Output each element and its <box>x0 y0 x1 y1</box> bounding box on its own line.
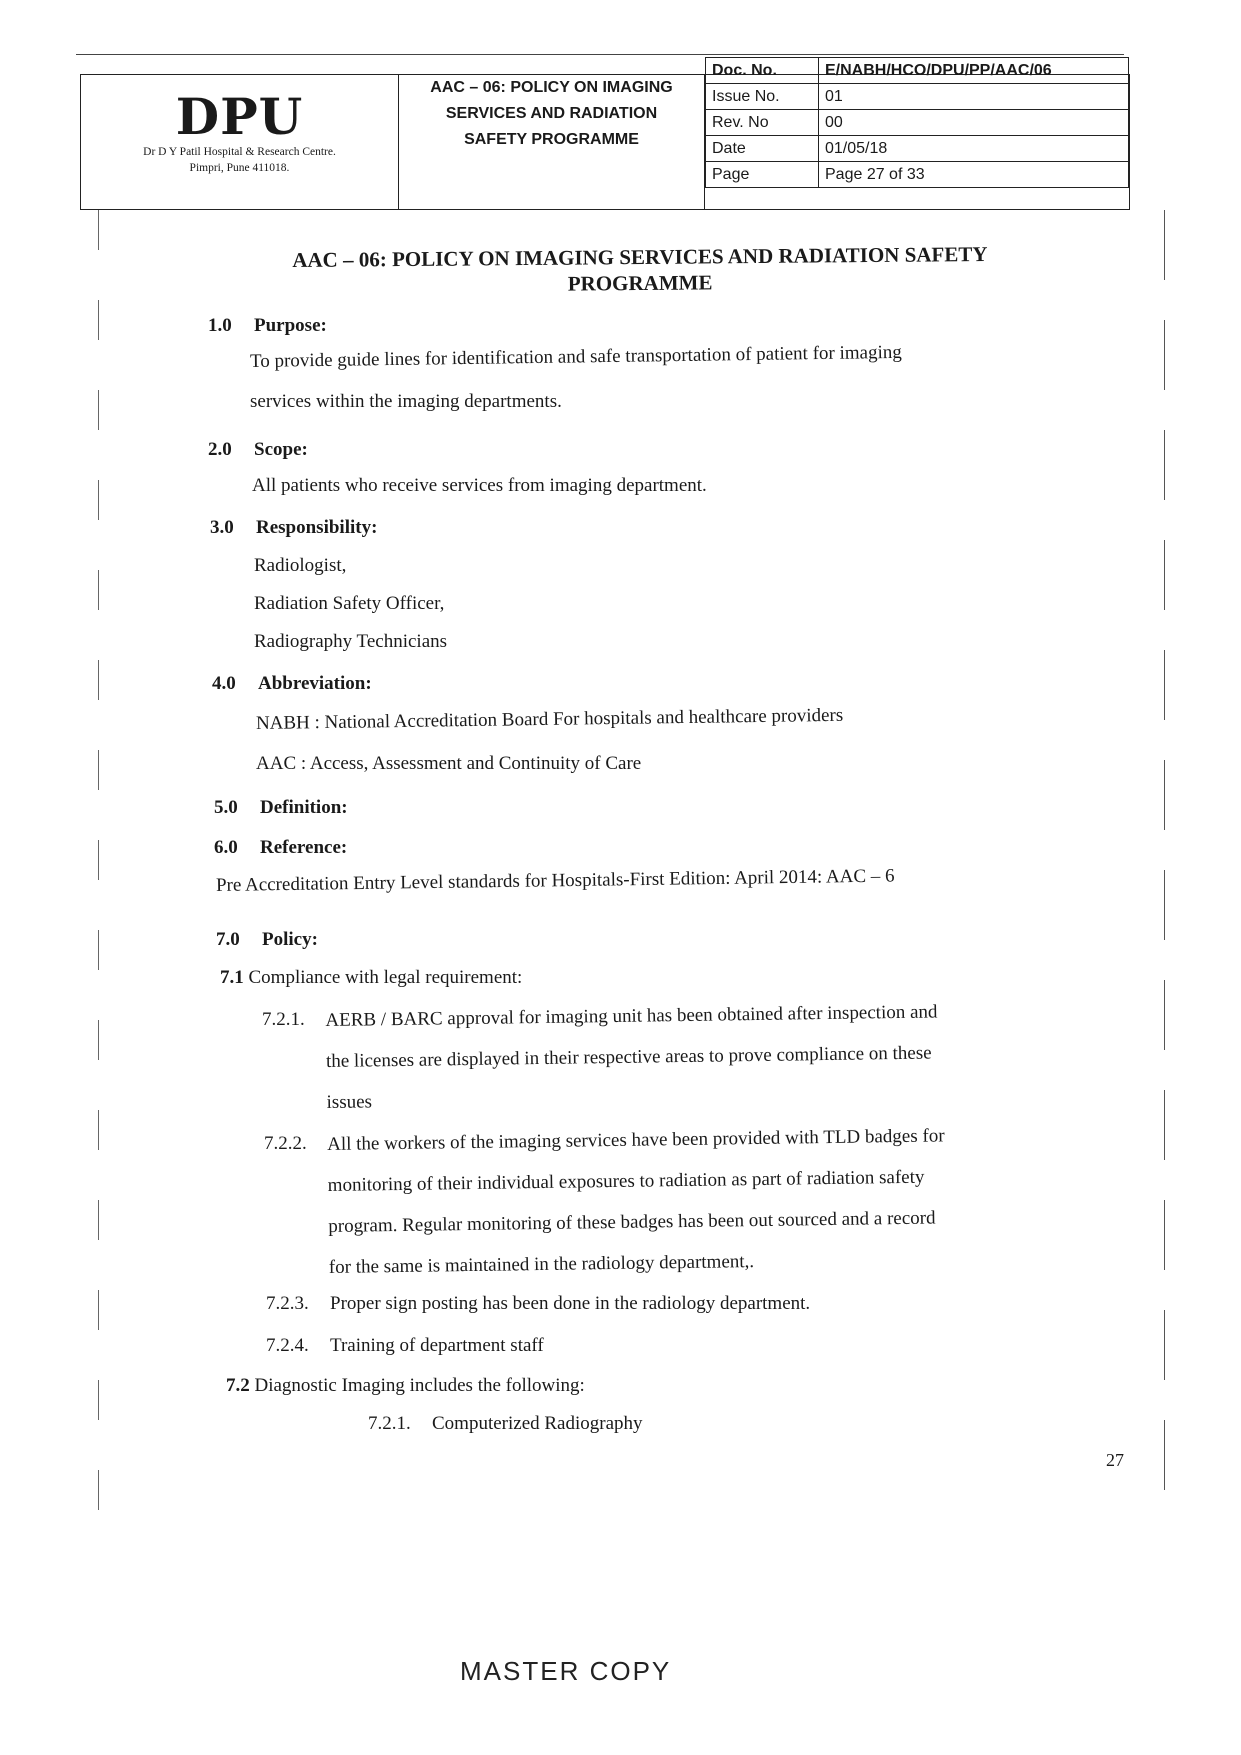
reference-text: Pre Accreditation Entry Level standards for Hospitals-First Edition: April 2014: AAC – 6 <box>215 865 895 896</box>
section-heading-definition: 5.0 Definition: <box>214 797 348 818</box>
page-number: 27 <box>1106 1450 1124 1470</box>
meta-row <box>706 110 1129 136</box>
policy-7-1: 7.1 Compliance with legal requirement: <box>220 967 523 988</box>
scan-border-line <box>76 54 1124 55</box>
section-heading-purpose: 1.0 Purpose: <box>208 315 327 336</box>
scope-text: All patients who receive services from imaging department. <box>252 475 707 496</box>
document-header <box>80 61 1130 210</box>
meta-value: 00 <box>819 110 1129 136</box>
institution-name: Dr D Y Patil Hospital & Research Centre. <box>143 146 336 158</box>
responsibility-item: Radiography Technicians <box>254 631 448 652</box>
master-copy-stamp: MASTER COPY <box>460 1656 672 1686</box>
meta-row <box>706 58 1129 84</box>
section-heading-reference: 6.0 Reference: <box>214 837 348 858</box>
section-heading-abbreviation: 4.0 Abbreviation: <box>212 673 372 694</box>
meta-key: Doc. No. <box>706 58 819 84</box>
responsibility-item: Radiation Safety Officer, <box>254 593 445 614</box>
meta-value: 01 <box>819 84 1129 110</box>
purpose-text-line1: To provide guide lines for identification and safe transportation of patient for imaging <box>249 341 902 372</box>
header-title: AAC – 06: POLICY ON IMAGING SERVICES AND RADIATION SAFETY PROGRAMME <box>399 75 705 209</box>
document-title: AAC – 06: POLICY ON IMAGING SERVICES AND RADIATION SAFETY PROGRAMME <box>292 241 988 296</box>
scan-right-edge <box>1164 210 1165 1510</box>
meta-key: Issue No. <box>706 84 819 110</box>
section-heading-scope: 2.0 Scope: <box>208 439 308 460</box>
purpose-text-line2: services within the imaging departments. <box>250 391 562 412</box>
policy-item-text: All the workers of the imaging services have been provided with TLD badges for monitoring of their individual exposures to radiation as part of radiation safety program. Regular monitoring of these badges has been out sourced and a record for the same is maintained in the radiology department,. <box>326 1125 945 1278</box>
meta-value: E/NABH/HCO/DPU/PP/AAC/06 <box>819 58 1129 84</box>
section-heading-responsibility: 3.0 Responsibility: <box>210 517 378 538</box>
meta-value: 01/05/18 <box>819 136 1129 162</box>
meta-row <box>706 84 1129 110</box>
meta-key: Date <box>706 136 819 162</box>
abbreviation-item: AAC : Access, Assessment and Continuity of Care <box>256 753 642 774</box>
scan-left-edge <box>98 210 99 1530</box>
abbreviation-item: NABH : National Accreditation Board For hospitals and healthcare providers <box>255 704 844 734</box>
institution-address: Pimpri, Pune 411018. <box>189 162 290 174</box>
dpu-logo: DPU <box>175 87 304 146</box>
logo-block <box>81 75 399 209</box>
document-page: DPU Dr D Y Patil Hospital & Research Centre. Pimpri, Pune 411018. AAC – 06: POLICY ON IMAGING SERVICES AND RADIATION SAFETY PROGRAMME Doc. No. E/NABH/HCO/DPU/PP/AAC/06 Issue No. 01 Rev. No 00 Date 01/05/18 Page Page 27 of 33 AAC – 06: POLICY ON IMAGING SERVICES AND RADIATION SAFETY PROGRAMME 1.0 Purpose: To provide guide lines for identification and safe transportation of patient for imaging services within the imaging departments. 2.0 Scope: All patients who receive services from imaging department. 3.0 Responsibility: Radiologist, Radiation Safety Officer, Radiography Technicians 4.0 Abbreviation: NABH : National Accreditation Board For hospitals and healthcare providers AAC : Access, Assessment and Continuity of Care 5.0 Definition: 6.0 Reference: Pre Accreditation Entry Level standards for Hospitals-First Edition: April 2014: AAC – 6 7.0 Policy: 7.1 Compliance with legal requirement: 7.2.1. AERB / BARC approval for imaging unit has been obtained after inspection and the licenses are displayed in their respective areas to prove compliance on these issues 7.2.2. All the workers of the imaging services have been provided with TLD badges for monitoring of their individual exposures to radiation as part of radiation safety program. Regular monitoring of these badges has been out sourced and a record for the same is maintained in the radiology department,. 7.2.3. Proper sign posting has been done in the radiology department. 7.2.4. Training of department staff 7.2 Diagnostic Imaging includes the following: 7.2.1. Computerized Radiography 27 MASTER COPY <box>0 0 1241 1755</box>
meta-key: Page <box>706 162 819 188</box>
policy-item-text: AERB / BARC approval for imaging unit has been obtained after inspection and the licenses are displayed in their respective areas to prove compliance on these issues <box>325 1001 938 1113</box>
meta-row <box>706 162 1129 188</box>
document-meta-table <box>705 57 1129 188</box>
meta-row <box>706 136 1129 162</box>
responsibility-item: Radiologist, <box>254 555 347 576</box>
meta-key: Rev. No <box>706 110 819 136</box>
policy-7-2: 7.2 Diagnostic Imaging includes the following: <box>226 1375 585 1396</box>
section-heading-policy: 7.0 Policy: <box>216 929 318 950</box>
meta-value: Page 27 of 33 <box>819 162 1129 188</box>
